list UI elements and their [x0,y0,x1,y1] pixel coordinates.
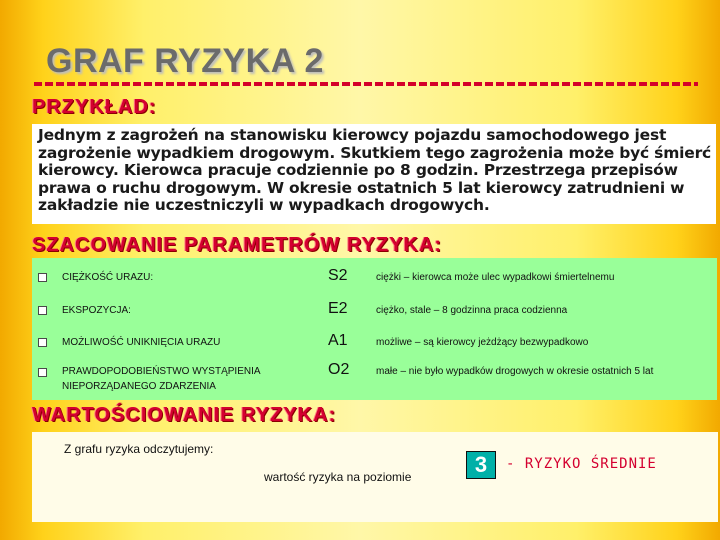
evaluation-level-text: wartość ryzyka na poziomie [264,470,412,484]
page-title: GRAF RYZYKA 2 [46,42,324,80]
parameter-description: małe – nie było wypadków drogowych w okresie ostatnich 5 lat [376,366,654,377]
parameter-description: możliwe – są kierowcy jeżdżący bezwypadkowo [376,337,589,348]
parameters-table [32,258,717,400]
evaluation-box [32,432,718,522]
risk-level-label: - RYZYKO ŚREDNIE [506,456,657,472]
checkbox-icon [38,306,47,315]
checkbox-icon [38,273,47,282]
parameter-name: CIĘŻKOŚĆ URAZU: [62,272,154,283]
parameter-name: MOŻLIWOŚĆ UNIKNIĘCIA URAZU [62,337,221,348]
dashed-divider [34,82,698,86]
parameter-description: ciężko, stale – 8 godzinna praca codzienna [376,305,568,316]
checkbox-icon [38,338,47,347]
example-line: kierowcy. Kierowca pracuje codziennie po 8 godzin. Przestrzega przepisów [38,161,678,179]
example-line: Jednym z zagrożeń na stanowisku kierowcy pojazdu samochodowego jest [38,126,667,144]
parameter-row-avoidance [32,332,717,365]
section-example-heading: PRZYKŁAD: [32,96,157,118]
parameter-name: PRAWDOPODOBIEŃSTWO WYSTĄPIENIA NIEPORZĄDANEGO ZDARZENIA [62,366,260,392]
evaluation-read-text: Z grafu ryzyka odczytujemy: [64,442,214,456]
example-text-box [32,124,716,224]
example-line: zakładzie nie uczestniczyli w wypadkach drogowych. [38,196,490,214]
parameter-name: EKSPOZYCJA: [62,305,131,316]
parameter-code: E2 [328,300,348,317]
parameter-description: ciężki – kierowca może ulec wypadkowi śmiertelnemu [376,272,615,283]
parameter-row-probability [32,361,717,398]
parameter-code: S2 [328,267,348,284]
parameter-row-exposure [32,300,717,333]
section-estimation-heading: SZACOWANIE PARAMETRÓW RYZYKA: [32,234,443,256]
example-line: zagrożenie wypadkiem drogowym. Skutkiem tego zagrożenia może być śmierć [38,143,712,162]
checkbox-icon [38,368,47,377]
parameter-code: A1 [328,332,348,349]
example-line: prawa o ruchu drogowym. W okresie ostatnich 5 lat kierowcy zatrudnieni w [38,178,685,197]
parameter-row-severity [32,267,717,300]
risk-level-badge: 3 [466,451,496,479]
section-evaluation-heading: WARTOŚCIOWANIE RYZYKA: [32,404,337,426]
parameter-code: O2 [328,361,350,378]
